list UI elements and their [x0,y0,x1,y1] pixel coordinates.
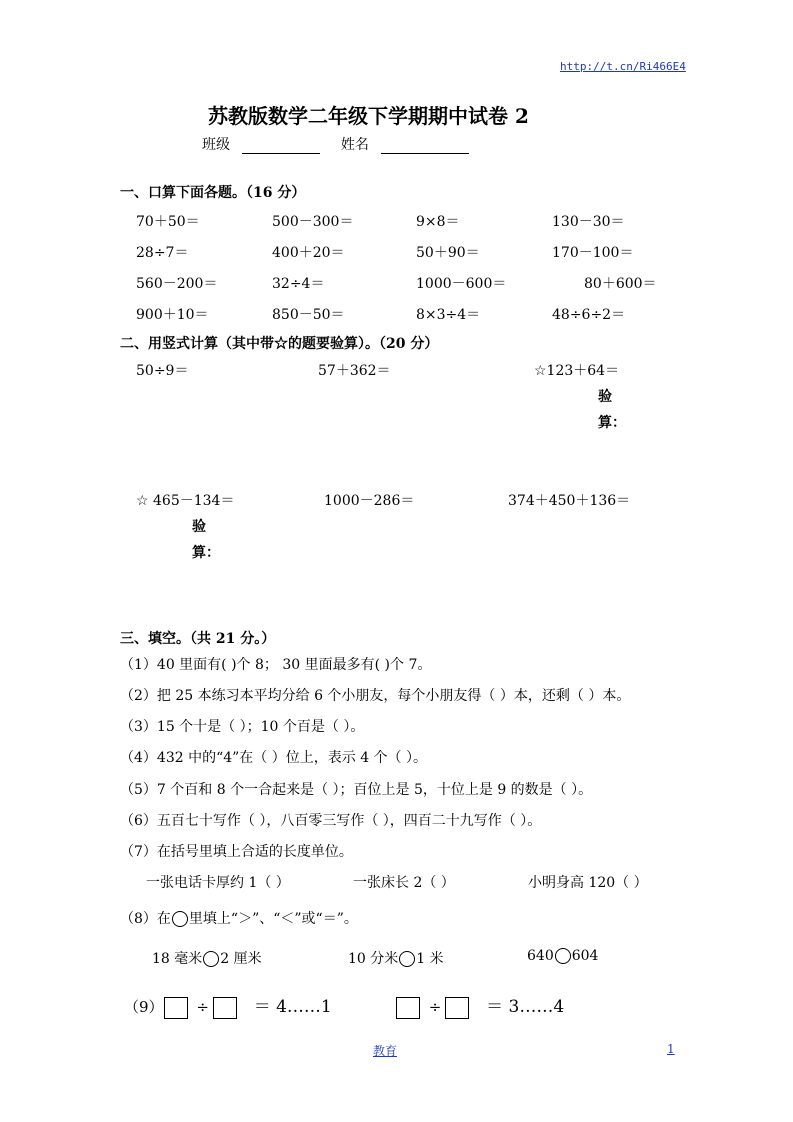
compare-circle[interactable] [203,951,219,967]
unit-item: 一张电话卡厚约 1（ ） [146,875,290,891]
calc-item: 850－50＝ [272,307,345,323]
header-link[interactable]: http://t.cn/Ri466E4 [560,60,686,73]
fill-question-9b [396,992,564,1019]
fill-question-1: （1）40 里面有( )个 8； 30 里面最多有( )个 7。 [120,657,432,673]
calc-item: 130－30＝ [552,214,625,230]
fill-question-3: （3）15 个十是（ ）；10 个百是（ ）。 [120,719,365,735]
compare-right: 2 厘米 [220,951,262,967]
q8-suffix: 里填上“＞”、“＜”或“＝”。 [188,911,358,927]
fill-question-4: （4）432 中的“4”在（ ）位上，表示 4 个（ ）。 [120,750,428,766]
calc-item: 50＋90＝ [416,245,480,261]
verify-label: 算： [192,545,220,561]
class-field[interactable] [242,137,320,154]
q8-prefix: （8）在 [120,911,171,927]
fill-question-5: （5）7 个百和 8 个一合起来是（ ）；百位上是 5，十位上是 9 的数是（ ）。 [120,782,593,798]
class-label: 班级 [202,137,230,153]
fill-question-7: （7）在括号里填上合适的长度单位。 [120,844,353,860]
vertical-calc-item: ☆123＋64＝ [534,363,620,379]
fill-question-6: （6）五百七十写作（ ），八百零三写作（ ），四百二十九写作（ ）。 [120,813,542,829]
vertical-calc-item: 374＋450＋136＝ [508,493,631,509]
compare-right: 1 米 [416,951,444,967]
calc-item: 48÷6÷2＝ [552,307,626,323]
vertical-calc-item: 1000－286＝ [324,493,415,509]
page-number: 1 [667,1042,675,1056]
vertical-calc-item: ☆ 465－134＝ [136,493,235,509]
divide-sign: ÷ [196,998,209,1016]
fill-question-9 [124,992,332,1019]
calc-item: 1000－600＝ [416,276,507,292]
section1-heading: 一、口算下面各题。（16 分） [120,185,306,201]
compare-left: 18 毫米 [152,951,203,967]
compare-item [527,948,598,964]
section3-heading: 三、填空。（共 21 分。） [120,631,276,647]
calc-item: 400＋20＝ [272,245,345,261]
calc-item: 9×8＝ [416,214,460,230]
calc-item: 28÷7＝ [136,245,189,261]
compare-left: 10 分米 [348,951,399,967]
name-label: 姓名 [340,137,369,153]
compare-circle[interactable] [399,951,415,967]
answer-box[interactable] [445,997,469,1019]
calc-item: 500－300＝ [272,214,354,230]
compare-item [348,948,444,968]
answer-box[interactable] [164,997,188,1019]
page-title: 苏教版数学二年级下学期期中试卷 2 [208,104,529,128]
vertical-calc-item: 57＋362＝ [318,363,391,379]
compare-left: 640 [527,948,554,964]
fill-question-2: （2）把 25 本练习本平均分给 6 个小朋友，每个小朋友得（ ）本，还剩（ ）本。 [120,688,631,704]
q9-result: ＝ 4……1 [253,997,332,1017]
calc-item: 170－100＝ [552,245,634,261]
answer-box[interactable] [213,997,237,1019]
calc-item: 80＋600＝ [584,276,657,292]
verify-label: 验 [598,389,612,405]
compare-circle[interactable] [555,948,571,964]
compare-right: 604 [571,948,599,964]
verify-label: 算： [598,415,626,431]
unit-item: 一张床长 2（ ） [353,875,455,891]
section2-heading: 二、用竖式计算（其中带☆的题要验算）。（20 分） [120,336,439,352]
unit-item: 小明身高 120（ ） [528,875,648,891]
answer-box[interactable] [396,997,420,1019]
q9-result: ＝ 3……4 [486,997,565,1017]
calc-item: 900＋10＝ [136,307,209,323]
verify-label: 验 [192,519,206,535]
calc-item: 560－200＝ [136,276,218,292]
fill-question-8 [120,908,358,928]
footer-link[interactable]: 教育 [373,1044,398,1058]
vertical-calc-item: 50÷9＝ [136,363,189,379]
calc-item: 70＋50＝ [136,214,200,230]
q9-label: （9） [124,998,164,1016]
compare-item [152,948,262,968]
name-field[interactable] [381,137,469,154]
circle-icon [172,911,188,927]
student-info [202,134,469,154]
calc-item: 32÷4＝ [272,276,325,292]
divide-sign: ÷ [428,998,442,1016]
calc-item: 8×3÷4＝ [416,307,481,323]
